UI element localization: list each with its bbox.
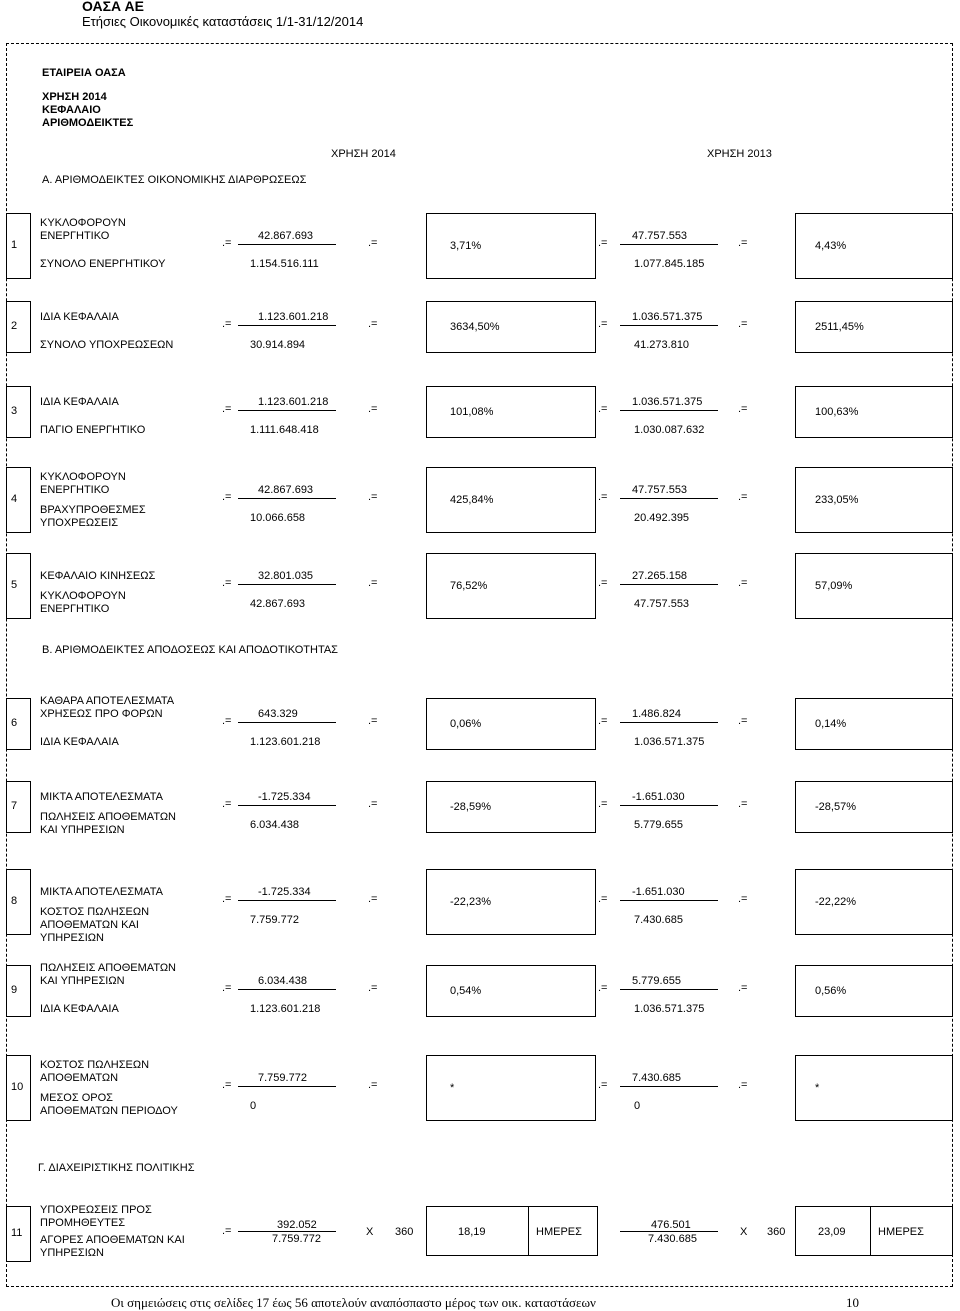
fraction-line [620, 498, 718, 499]
equals-sign: .= [222, 237, 232, 249]
fraction-line [238, 805, 336, 806]
frame-bottom [6, 1286, 953, 1287]
fraction-line [238, 244, 336, 245]
row-number-box [6, 386, 31, 438]
equals-sign: .= [222, 403, 232, 415]
multiply-sign: X [366, 1226, 374, 1238]
numerator-2014: 1.123.601.218 [258, 311, 329, 323]
row-number: 6 [11, 717, 18, 729]
chapter-label: ΚΕΦΑΛΑΙΟ [42, 104, 101, 116]
equals-sign: .= [222, 577, 232, 589]
denominator-label: ΣΥΝΟΛΟ ΕΝΕΡΓΗΤΙΚΟΥ [40, 258, 166, 270]
denominator-2013: 1.077.845.185 [634, 258, 705, 270]
year-2013-header: ΧΡΗΣΗ 2013 [707, 148, 772, 160]
fraction-line [620, 989, 718, 990]
numerator-2013: 1.036.571.375 [632, 396, 703, 408]
section-c-title: Γ. ΔΙΑΧΕΙΡΙΣΤΙΚΗΣ ΠΟΛΙΤΙΚΗΣ [38, 1162, 195, 1174]
numerator-label: ΕΝΕΡΓΗΤΙΚΟ [40, 484, 110, 496]
numerator-2014: 643.329 [258, 708, 298, 720]
equals-sign: .= [368, 715, 378, 727]
numerator-2014: -1.725.334 [258, 886, 311, 898]
result-2013: -28,57% [815, 801, 856, 813]
result-2013: 233,05% [815, 494, 859, 506]
denominator-2013: 5.779.655 [634, 819, 683, 831]
numerator-2013: 47.757.553 [632, 230, 688, 242]
numerator-2013: 5.779.655 [632, 975, 681, 987]
result-2014: 3,71% [450, 240, 482, 252]
fraction-line [620, 325, 718, 326]
numerator-label: ΧΡΗΣΕΩΣ ΠΡΟ ΦΟΡΩΝ [40, 708, 163, 720]
fraction-line [238, 498, 336, 499]
equals-sign: .= [368, 1079, 378, 1091]
report-subtitle: Ετήσιες Οικονομικές καταστάσεις 1/1-31/12/2014 [82, 14, 364, 29]
denominator-2013: 47.757.553 [634, 598, 690, 610]
numerator-label: ΚΥΚΛΟΦΟΡΟΥΝ [40, 217, 126, 229]
fraction-line [238, 1086, 336, 1087]
numerator-2013: 1.036.571.375 [632, 311, 703, 323]
numerator-2013: 476.501 [651, 1219, 691, 1231]
denominator-2013: 1.036.571.375 [634, 1003, 705, 1015]
numerator-2013: -1.651.030 [632, 791, 685, 803]
numerator-2013: 1.486.824 [632, 708, 681, 720]
equals-sign: .= [738, 893, 748, 905]
denominator-2014: 30.914.894 [250, 339, 306, 351]
page-number: 10 [846, 1295, 859, 1310]
equals-sign: .= [738, 237, 748, 249]
numerator-label: ΚΥΚΛΟΦΟΡΟΥΝ [40, 471, 126, 483]
equals-sign: .= [222, 318, 232, 330]
row-number: 7 [11, 800, 18, 812]
denominator-label: ΙΔΙΑ ΚΕΦΑΛΑΙΑ [40, 1003, 119, 1015]
result-2013: 0,14% [815, 718, 847, 730]
equals-sign: .= [738, 798, 748, 810]
denominator-label: ΥΠΟΧΡΕΩΣΕΙΣ [40, 517, 119, 529]
company-name: ΟΑΣΑ ΑΕ [82, 0, 144, 14]
denominator-2013: 7.430.685 [648, 1233, 697, 1245]
numerator-2014: 32.801.035 [258, 570, 314, 582]
numerator-2014: 7.759.772 [258, 1072, 307, 1084]
fraction-line [238, 1231, 336, 1232]
numerator-label: ΙΔΙΑ ΚΕΦΑΛΑΙΑ [40, 311, 119, 323]
equals-sign: .= [598, 1079, 608, 1091]
equals-sign: .= [368, 403, 378, 415]
numerator-label: ΠΡΟΜΗΘΕΥΤΕΣ [40, 1217, 126, 1229]
row-number: 8 [11, 895, 18, 907]
topic-label: ΑΡΙΘΜΟΔΕΙΚΤΕΣ [42, 117, 134, 129]
row-number-box [6, 698, 31, 750]
equals-sign: .= [598, 893, 608, 905]
result-divider [870, 1206, 871, 1256]
denominator-2013: 0 [634, 1100, 641, 1112]
unit-label: ΗΜΕΡΕΣ [536, 1226, 582, 1238]
fraction-line [620, 410, 718, 411]
denominator-label: ΙΔΙΑ ΚΕΦΑΛΑΙΑ [40, 736, 119, 748]
numerator-2014: 42.867.693 [258, 230, 314, 242]
fraction-line [238, 900, 336, 901]
result-2013: -22,22% [815, 896, 856, 908]
row-number-box [6, 553, 31, 619]
equals-sign: .= [738, 577, 748, 589]
equals-sign: .= [222, 982, 232, 994]
multiply-sign: X [740, 1226, 748, 1238]
row-number: 4 [11, 493, 18, 505]
result-2013: 0,56% [815, 985, 847, 997]
row-number-box [6, 467, 31, 533]
days-constant: 360 [395, 1226, 414, 1238]
numerator-label: ΙΔΙΑ ΚΕΦΑΛΑΙΑ [40, 396, 119, 408]
denominator-label: ΥΠΗΡΕΣΙΩΝ [40, 932, 104, 944]
denominator-2013: 20.492.395 [634, 512, 690, 524]
numerator-label: ΜΙΚΤΑ ΑΠΟΤΕΛΕΣΜΑΤΑ [40, 886, 163, 898]
numerator-label: ΠΩΛΗΣΕΙΣ ΑΠΟΘΕΜΑΤΩΝ [40, 962, 177, 974]
numerator-label: ΥΠΟΧΡΕΩΣΕΙΣ ΠΡΟΣ [40, 1204, 152, 1216]
equals-sign: .= [598, 798, 608, 810]
equals-sign: .= [738, 982, 748, 994]
footer-note: Οι σημειώσεις στις σελίδες 17 έως 56 αποτελούν αναπόσπαστο μέρος των οικ. καταστάσεων [111, 1295, 596, 1310]
numerator-2014: 42.867.693 [258, 484, 314, 496]
result-2014: -22,23% [450, 896, 491, 908]
denominator-2014: 1.123.601.218 [250, 1003, 321, 1015]
denominator-label: ΑΓΟΡΕΣ ΑΠΟΘΕΜΑΤΩΝ ΚΑΙ [40, 1234, 185, 1246]
equals-sign: .= [222, 1079, 232, 1091]
numerator-label: ΚΟΣΤΟΣ ΠΩΛΗΣΕΩΝ [40, 1059, 150, 1071]
row-number-box [6, 781, 31, 833]
denominator-2014: 6.034.438 [250, 819, 299, 831]
numerator-2014: 1.123.601.218 [258, 396, 329, 408]
equals-sign: .= [598, 715, 608, 727]
row-number: 5 [11, 579, 18, 591]
equals-sign: .= [738, 318, 748, 330]
result-2013: * [815, 1082, 820, 1094]
result-2014: 101,08% [450, 406, 494, 418]
denominator-label: ΜΕΣΟΣ ΟΡΟΣ [40, 1092, 113, 1104]
equals-sign: .= [368, 982, 378, 994]
fraction-line [238, 989, 336, 990]
denominator-2014: 1.123.601.218 [250, 736, 321, 748]
fraction-line [238, 410, 336, 411]
equals-sign: .= [222, 798, 232, 810]
denominator-2014: 7.759.772 [250, 914, 299, 926]
company-label: ΕΤΑΙΡΕΙΑ ΟΑΣΑ [42, 67, 126, 79]
fraction-line [620, 244, 718, 245]
fraction-line [238, 584, 336, 585]
equals-sign: .= [222, 893, 232, 905]
result-2014: 0,06% [450, 718, 482, 730]
denominator-2014: 1.111.648.418 [250, 424, 319, 436]
equals-sign: .= [738, 1079, 748, 1091]
equals-sign: .= [738, 491, 748, 503]
denominator-2014: 7.759.772 [272, 1233, 321, 1245]
fraction-line [620, 1086, 718, 1087]
numerator-label: ΚΑΙ ΥΠΗΡΕΣΙΩΝ [40, 975, 125, 987]
denominator-2013: 41.273.810 [634, 339, 690, 351]
denominator-2014: 42.867.693 [250, 598, 306, 610]
result-divider [528, 1206, 529, 1256]
frame-top [6, 43, 953, 44]
denominator-label: ΠΩΛΗΣΕΙΣ ΑΠΟΘΕΜΑΤΩΝ [40, 811, 177, 823]
fraction-line [620, 805, 718, 806]
row-number: 9 [11, 984, 18, 996]
result-2013: 2511,45% [815, 321, 864, 333]
equals-sign: .= [222, 491, 232, 503]
row-number: 10 [11, 1081, 24, 1093]
row-number: 3 [11, 405, 18, 417]
equals-sign: .= [598, 403, 608, 415]
year-label: ΧΡΗΣΗ 2014 [42, 91, 107, 103]
numerator-2014: -1.725.334 [258, 791, 311, 803]
denominator-label: ΑΠΟΘΕΜΑΤΩΝ ΚΑΙ [40, 919, 139, 931]
denominator-2014: 0 [250, 1100, 257, 1112]
result-2014: 76,52% [450, 580, 488, 592]
equals-sign: .= [368, 893, 378, 905]
numerator-2013: 47.757.553 [632, 484, 688, 496]
row-number: 2 [11, 320, 18, 332]
numerator-label: ΑΠΟΘΕΜΑΤΩΝ [40, 1072, 119, 1084]
numerator-label: ΚΕΦΑΛΑΙΟ ΚΙΝΗΣΕΩΣ [40, 570, 156, 582]
denominator-label: ΚΑΙ ΥΠΗΡΕΣΙΩΝ [40, 824, 125, 836]
section-b-title: Β. ΑΡΙΘΜΟΔΕΙΚΤΕΣ ΑΠΟΔΟΣΕΩΣ ΚΑΙ ΑΠΟΔΟΤΙΚΟΤΗΤΑΣ [42, 644, 338, 656]
row-number-box [6, 301, 31, 353]
result-2013: 100,63% [815, 406, 859, 418]
fraction-line [620, 1231, 718, 1232]
equals-sign: .= [598, 577, 608, 589]
numerator-label: ΕΝΕΡΓΗΤΙΚΟ [40, 230, 110, 242]
row-number: 1 [11, 239, 18, 251]
days-constant: 360 [767, 1226, 786, 1238]
fraction-line [620, 584, 718, 585]
result-2013: 57,09% [815, 580, 853, 592]
numerator-2013: 27.265.158 [632, 570, 688, 582]
equals-sign: .= [368, 577, 378, 589]
row-number: 11 [11, 1227, 23, 1239]
equals-sign: .= [368, 318, 378, 330]
fraction-line [238, 722, 336, 723]
result-2014: 3634,50% [450, 321, 500, 333]
denominator-2013: 7.430.685 [634, 914, 683, 926]
result-2014: 425,84% [450, 494, 494, 506]
result-2014: 18,19 [458, 1226, 486, 1238]
equals-sign: .= [222, 715, 232, 727]
denominator-label: ΣΥΝΟΛΟ ΥΠΟΧΡΕΩΣΕΩΝ [40, 339, 174, 351]
section-a-title: Α. ΑΡΙΘΜΟΔΕΙΚΤΕΣ ΟΙΚΟΝΟΜΙΚΗΣ ΔΙΑΡΘΡΩΣΕΩΣ [42, 174, 307, 186]
denominator-label: ΚΟΣΤΟΣ ΠΩΛΗΣΕΩΝ [40, 906, 150, 918]
denominator-2014: 1.154.516.111 [250, 258, 319, 270]
result-2014: -28,59% [450, 801, 491, 813]
denominator-2013: 1.036.571.375 [634, 736, 705, 748]
row-number-box [6, 965, 31, 1017]
numerator-label: ΚΑΘΑΡΑ ΑΠΟΤΕΛΕΣΜΑΤΑ [40, 695, 175, 707]
equals-sign: .= [368, 237, 378, 249]
denominator-2013: 1.030.087.632 [634, 424, 705, 436]
row-number-box [6, 213, 31, 279]
equals-sign: .= [222, 1225, 232, 1237]
denominator-2014: 10.066.658 [250, 512, 306, 524]
denominator-label: ΕΝΕΡΓΗΤΙΚΟ [40, 603, 110, 615]
fraction-line [238, 325, 336, 326]
result-2014: * [450, 1082, 455, 1094]
equals-sign: .= [738, 715, 748, 727]
equals-sign: .= [598, 318, 608, 330]
equals-sign: .= [598, 237, 608, 249]
denominator-label: ΑΠΟΘΕΜΑΤΩΝ ΠΕΡΙΟΔΟΥ [40, 1105, 178, 1117]
result-2013: 4,43% [815, 240, 847, 252]
denominator-label: ΠΑΓΙΟ ΕΝΕΡΓΗΤΙΚΟ [40, 424, 146, 436]
denominator-label: ΚΥΚΛΟΦΟΡΟΥΝ [40, 590, 126, 602]
equals-sign: .= [368, 491, 378, 503]
equals-sign: .= [598, 982, 608, 994]
row-number-box [6, 869, 31, 935]
numerator-2013: -1.651.030 [632, 886, 685, 898]
result-2013: 23,09 [818, 1226, 846, 1238]
fraction-line [620, 900, 718, 901]
result-2014: 0,54% [450, 985, 482, 997]
numerator-label: ΜΙΚΤΑ ΑΠΟΤΕΛΕΣΜΑΤΑ [40, 791, 163, 803]
numerator-2014: 392.052 [277, 1219, 317, 1231]
equals-sign: .= [368, 798, 378, 810]
fraction-line [620, 722, 718, 723]
equals-sign: .= [738, 403, 748, 415]
numerator-2013: 7.430.685 [632, 1072, 681, 1084]
denominator-label: ΥΠΗΡΕΣΙΩΝ [40, 1247, 104, 1259]
numerator-2014: 6.034.438 [258, 975, 307, 987]
unit-label: ΗΜΕΡΕΣ [878, 1226, 924, 1238]
denominator-label: ΒΡΑΧΥΠΡΟΘΕΣΜΕΣ [40, 504, 146, 516]
equals-sign: .= [598, 491, 608, 503]
year-2014-header: ΧΡΗΣΗ 2014 [331, 148, 396, 160]
